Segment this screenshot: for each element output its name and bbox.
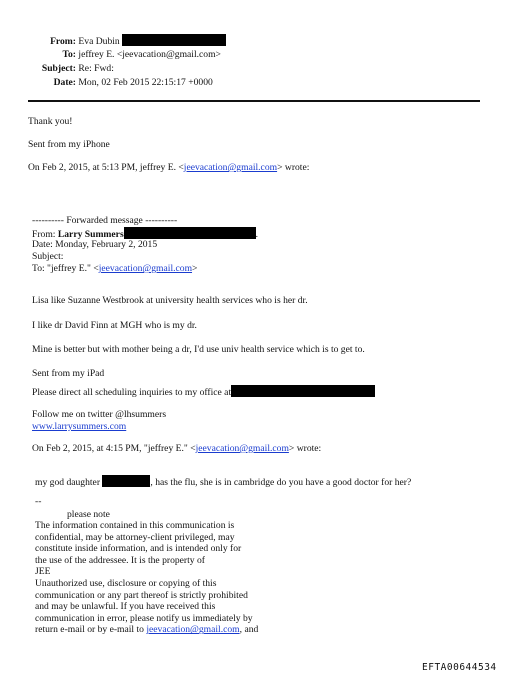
header-divider — [28, 100, 480, 102]
date-value: Mon, 02 Feb 2015 22:15:17 +0000 — [78, 77, 213, 88]
disclaimer-email-link[interactable]: jeevacation@gmail.com — [146, 624, 240, 636]
subject-value: Re: Fwd: — [78, 63, 114, 74]
redaction-bar — [102, 475, 150, 487]
fwd-paragraph-5 — [32, 385, 375, 398]
website-line — [32, 421, 126, 432]
header-subject-row — [38, 63, 114, 74]
fwd-paragraph-4: Sent from my iPad — [32, 368, 105, 379]
disclaimer-line: Unauthorized use, disclosure or copying of this — [35, 577, 217, 589]
disclaimer-last-line — [35, 624, 258, 636]
original-message-line — [35, 475, 411, 488]
disclaimer-line: communication or any part thereof is strictly prohibited — [35, 589, 248, 601]
disclaimer-line: confidential, may be attorney-client privileged, may — [35, 531, 235, 543]
fwd-from-label: From: — [32, 229, 58, 240]
disclaimer-line: JEE — [35, 566, 51, 578]
subject-label: Subject: — [41, 63, 76, 74]
fwd-date-line: Date: Monday, February 2, 2015 — [32, 239, 158, 250]
header-date-row — [48, 77, 213, 88]
please-note: please note — [67, 509, 110, 520]
fwd-to-suffix: > — [192, 263, 198, 274]
fwd-from-tail: . — [255, 229, 259, 240]
disclaimer-block — [35, 520, 258, 636]
original-line-start: my god daughter — [35, 477, 101, 488]
disclaimer-line: constitute inside information, and is intended only for — [35, 543, 242, 555]
date-label: Date: — [53, 77, 76, 88]
from-value: Eva Dubin — [78, 36, 120, 47]
to-value: jeffrey E. <jeevacation@gmail.com> — [78, 49, 221, 60]
header-to-row — [48, 49, 221, 60]
header-from-row — [48, 34, 226, 47]
fwd-subject-line: Subject: — [32, 251, 64, 262]
signature-dash: -- — [35, 496, 42, 507]
twitter-line: Follow me on twitter @lhsummers — [32, 409, 167, 420]
quote2-prefix: On Feb 2, 2015, at 4:15 PM, "jeffrey E." < — [32, 443, 196, 454]
quote2-email-link[interactable]: jeevacation@gmail.com — [195, 443, 289, 454]
to-label: To: — [62, 49, 76, 60]
disclaimer-line: the use of the addressee. It is the property of — [35, 554, 205, 566]
redaction-bar — [231, 385, 375, 397]
fwd-paragraph-2: I like dr David Finn at MGH who is my dr. — [32, 320, 197, 331]
fwd-from-name: Larry Summers — [57, 229, 124, 240]
quote1-prefix: On Feb 2, 2015, at 5:13 PM, jeffrey E. < — [28, 162, 184, 173]
redaction-bar — [124, 227, 259, 240]
fwd-paragraph-3: Mine is better but with mother being a dr, I'd use univ health service which is to get to. — [32, 344, 365, 355]
fwd-to-row — [32, 263, 197, 274]
quote-attribution-1 — [28, 162, 309, 173]
from-label: From: — [50, 36, 76, 47]
bates-stamp: EFTA00644534 — [422, 662, 497, 673]
thank-you-text: Thank you! — [28, 116, 73, 127]
disclaimer-last-suffix: , and — [239, 624, 259, 636]
quote2-suffix: > wrote: — [288, 443, 322, 454]
sent-from-iphone: Sent from my iPhone — [28, 139, 110, 150]
fwd-paragraph-1: Lisa like Suzanne Westbrook at university health services who is her dr. — [32, 295, 308, 306]
quote-attribution-2 — [32, 443, 321, 454]
forwarded-divider: ---------- Forwarded message ---------- — [32, 215, 178, 226]
disclaimer-last-prefix: return e-mail or by e-mail to — [35, 624, 147, 636]
disclaimer-line: The information contained in this communication is — [35, 520, 235, 531]
disclaimer-line: communication in error, please notify us immediately by — [35, 612, 253, 624]
fwd-to-email-link[interactable]: jeevacation@gmail.com — [98, 263, 193, 274]
quote1-email-link[interactable]: jeevacation@gmail.com — [183, 162, 278, 173]
disclaimer-line: and may be unlawful. If you have received this — [35, 601, 216, 613]
redaction-bar — [122, 34, 226, 46]
original-line-end: , has the flu, she is in cambridge do you have a good doctor for her? — [150, 477, 412, 488]
quote1-suffix: > wrote: — [277, 162, 310, 173]
scheduling-text: Please direct all scheduling inquiries to my office at — [32, 387, 232, 398]
fwd-to-prefix: To: "jeffrey E." < — [32, 263, 99, 274]
website-link[interactable]: www.larrysummers.com — [32, 421, 127, 432]
